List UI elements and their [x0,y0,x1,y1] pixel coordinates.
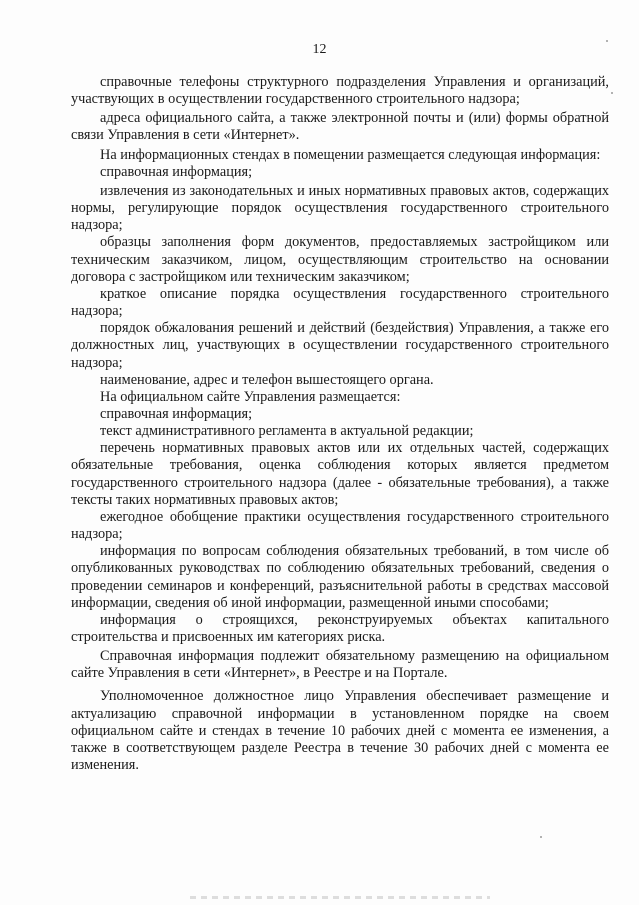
paragraph-info-stands-intro: На информационных стендах в помещении размещается следующая информация: [100,146,601,163]
paragraph-stands-higher-authority: наименование, адрес и телефон вышестоящего органа. [100,371,434,388]
paragraph-website-address: адреса официального сайта, а также электронной почты и (или) формы обратной связи Управления в сети «Интернет». [71,110,609,144]
paragraph-website-legal-acts-list: перечень нормативных правовых актов или их отдельных частей, содержащих обязательные требования, оценка соблюдения которых является предметом государственного строительного надзора (далее - обязательные требования), а также тексты таких нормативных правовых актов; [71,440,609,508]
scan-speck [606,40,608,42]
paragraph-authorized-official: Уполномоченное должностное лицо Управления обеспечивает размещение и актуализацию справочной информации в установленном порядке на своем официальном сайте и стендах в течение 10 рабочих дней с момента ее изменения, а также в соответствующем разделе Реестра в течение 30 рабочих дней с момента ее изменения. [71,688,609,774]
paragraph-phones: справочные телефоны структурного подразделения Управления и организаций, участвующих в осуществлении государственного строительного надзора; [71,74,609,108]
document-body [71,74,609,774]
paragraph-stands-appeal: порядок обжалования решений и действий (бездействия) Управления, а также его должностных лиц, участвующих в осуществлении государственного строительного надзора; [71,320,609,371]
paragraph-stands-reference-info: справочная информация; [100,163,253,180]
paragraph-website-intro: На официальном сайте Управления размещается: [100,388,401,405]
paragraph-stands-law-extracts: извлечения из законодательных и иных нормативных правовых актов, содержащих нормы, регулирующие порядок осуществления государственного строительного надзора; [71,182,609,234]
paragraph-website-regulation-text: текст административного регламента в актуальной редакции; [100,423,474,440]
paragraph-website-compliance-info: информация по вопросам соблюдения обязательных требований, в том числе об опубликованных руководствах по соблюдению обязательных требований, сведения о проведении семинаров и конференций, разъяснительной работы в средствах массовой информации, сведения об иной информации, размещенной иными способами; [71,543,609,611]
paragraph-website-annual-summary: ежегодное обобщение практики осуществления государственного строительного надзора; [71,508,609,543]
paragraph-website-reference-info: справочная информация; [100,405,253,422]
paragraph-stands-procedure: краткое описание порядка осуществления государственного строительного надзора; [71,285,609,320]
paragraph-website-objects-risk: информация о строящихся, реконструируемых объектах капитального строительства и присвоенных им категориях риска. [71,611,609,645]
scan-edge-artifact [190,896,490,899]
page-number: 12 [312,42,327,57]
paragraph-mandatory-publication: Справочная информация подлежит обязательному размещению на официальном сайте Управления в сети «Интернет», в Реестре и на Портале. [71,648,609,682]
scan-speck [611,92,613,94]
paragraph-stands-form-samples: образцы заполнения форм документов, предоставляемых застройщиком или техническим заказчиком, лицом, осуществляющим строительство на основании договора с застройщиком или техническим заказчиком; [71,234,609,285]
scan-speck [540,836,542,838]
